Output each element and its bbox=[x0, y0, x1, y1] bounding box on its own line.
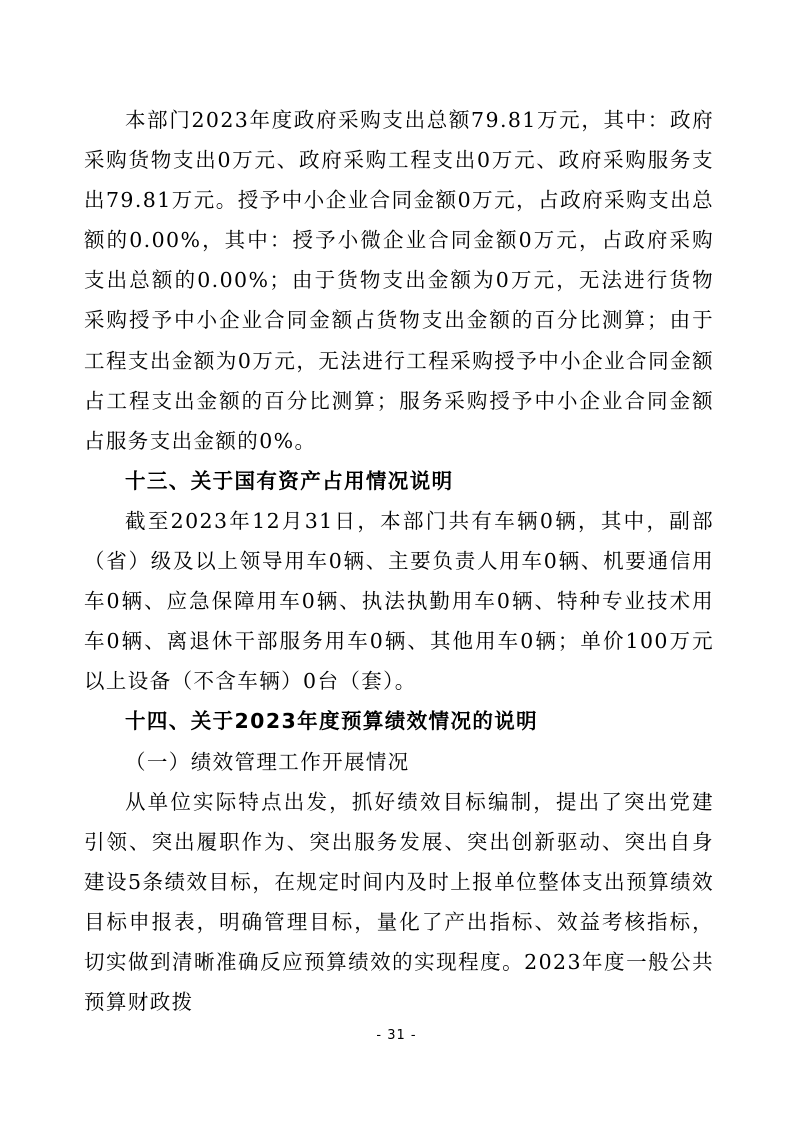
paragraph-assets: 截至2023年12月31日，本部门共有车辆0辆，其中，副部（省）级及以上领导用车0辆、主要负责人用车0辆、机要通信用车0辆、应急保障用车0辆、执法执勤用车0辆、特种专业技术用车0辆、离退休干部服务用车0辆、其他用车0辆；单价100万元以上设备（不含车辆）0台（套）。 bbox=[84, 508, 714, 694]
page-number: - 31 - bbox=[376, 1028, 417, 1043]
subsection-heading-1: （一）绩效管理工作开展情况 bbox=[125, 749, 410, 774]
section-heading-13: 十三、关于国有资产占用情况说明 bbox=[125, 468, 454, 493]
section-heading-14: 十四、关于2023年度预算绩效情况的说明 bbox=[125, 709, 539, 734]
paragraph-performance: 从单位实际特点出发，抓好绩效目标编制，提出了突出党建引领、突出履职作为、突出服务发展、突出创新驱动、突出自身建设5条绩效目标，在规定时间内及时上报单位整体支出预算绩效目标申报表，明确管理目标，量化了产出指标、效益考核指标，切实做到清晰准确反应预算绩效的实现程度。2023年度一般公共预算财政拨 bbox=[84, 789, 714, 1015]
document-body bbox=[84, 100, 714, 1022]
paragraph-procurement: 本部门2023年度政府采购支出总额79.81万元，其中：政府采购货物支出0万元、政府采购工程支出0万元、政府采购服务支出79.81万元。授予中小企业合同金额0万元，占政府采购支出总额的0.00%，其中：授予小微企业合同金额0万元，占政府采购支出总额的0.00%；由于货物支出金额为0万元，无法进行货物采购授予中小企业合同金额占货物支出金额的百分比测算；由于工程支出金额为0万元，无法进行工程采购授予中小企业合同金额占工程支出金额的百分比测算；服务采购授予中小企业合同金额占服务支出金额的0%。 bbox=[84, 108, 714, 453]
